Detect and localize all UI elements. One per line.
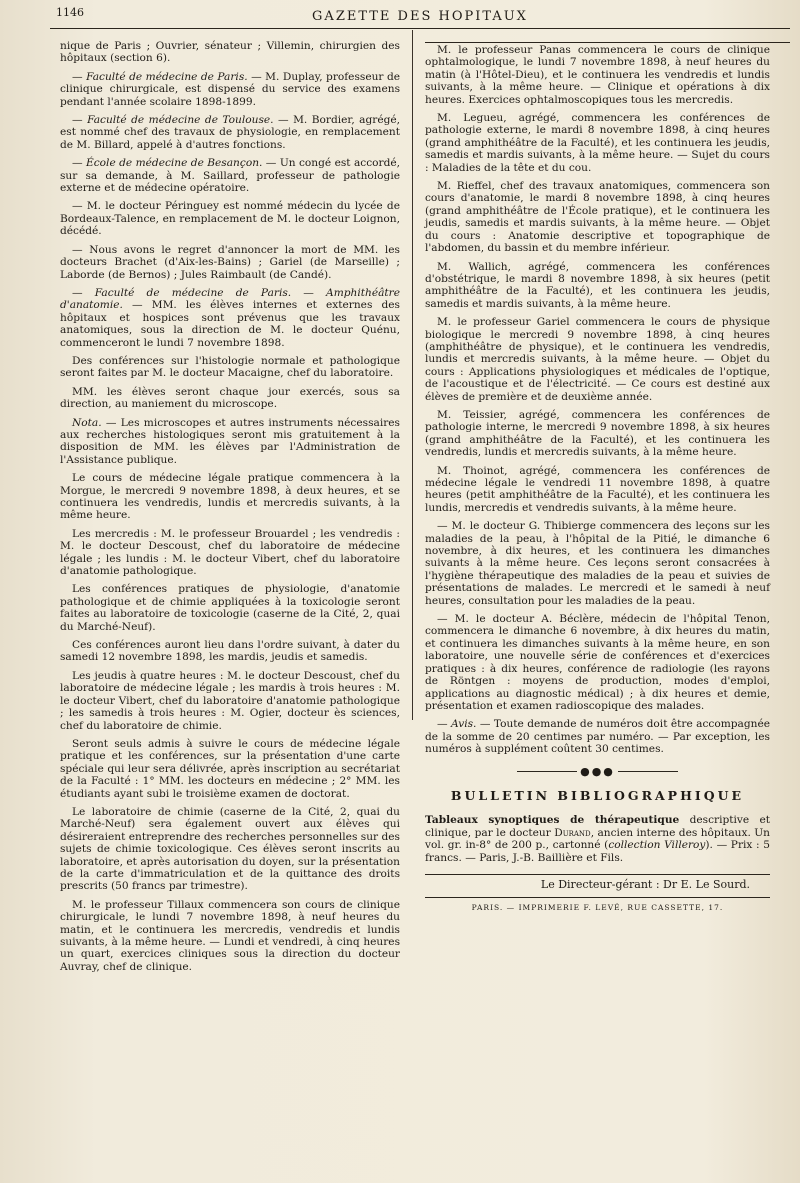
paragraph: Les conférences pratiques de physiologie, d'anatomie pathologique et de chimie appliquées à la toxicologie seront faites au laboratoire de toxicologie (caserne de la Cité, 2, quai du Marché-Neuf). [60,583,400,633]
text: , ancien interne des hôpitaux. Un vol. gr. in-8° de 200 p., cartonné ( [425,826,770,852]
paragraph: Seront seuls admis à suivre le cours de médecine légale pratique et les conférences, sur la présentation d'une carte spéciale qui leur sera délivrée, après inscription au secrétariat de la Faculté : 1° MM. les docteurs en médecine ; 2° MM. les étudiants ayant subi le troisième examen de doctorat. [60,737,400,800]
paragraph: M. le professeur Tillaux commencera son cours de clinique chirurgicale, le lundi 7 novembre 1898, à neuf heures du matin, et le continuera les mercredis, vendredis et lundis suivants, à la même heure. — Lundi et vendredi, à cinq heures un quart, exercices cliniques sous la direction du docteur Auvray, chef de clinique. [60,898,400,973]
imprint: PARIS. — IMPRIMERIE F. LEVÉ, RUE CASSETTE, 17. [425,897,770,914]
notice-label: Avis. [451,718,477,731]
paragraph: nique de Paris ; Ouvrier, sénateur ; Villemin, chirurgien des hôpitaux (section 6). [60,40,400,65]
page-number: 1146 [56,6,84,19]
paragraph: M. Thoinot, agrégé, commencera les conférences de médecine légale le vendredi 11 novembre 1898, à quatre heures (petit amphithéâtre de la Faculté), et les continuera les lundis, mercredis et vendredis suivants, à la même heure. [425,464,770,514]
book-collection: collection Villeroy [608,839,706,852]
paragraph [60,287,400,349]
paragraph [60,114,400,151]
text: — Toute demande de numéros doit être accompagnée de la somme de 20 centimes par numéro. — Par exception, les numéros à supplément coûtent 30 centimes. [425,718,770,756]
ornament-divider: ●●● [425,766,770,778]
text: — Un congé est accordé, sur sa demande, à M. Saillard, professeur de pathologie externe et de médecine opératoire. [60,157,400,195]
note-label: Nota. [72,416,102,429]
paragraph: — M. le docteur Péringuey est nommé médecin du lycée de Bordeaux-Talence, en remplacement de M. le docteur Loignon, décédé. [60,200,400,238]
section-heading: Faculté de médecine de Paris. — Amphithéâtre d'anatomie. [60,286,400,312]
paragraph: Les jeudis à quatre heures : M. le docteur Descoust, chef du laboratoire de médecine légale ; les mardis à trois heures : M. le docteur Vibert, chef du laboratoire d'anatomie pathologique ; les samedis à trois heures : M. Ogier, docteur ès sciences, chef du laboratoire de chimie. [60,669,400,732]
running-title: GAZETTE DES HOPITAUX [312,9,528,24]
left-column [60,40,400,973]
paragraph: — M. le docteur A. Béclère, médecin de l'hôpital Tenon, commencera le dimanche 6 novembre, à dix heures du matin, et continuera les dimanches suivants à la même heure, en son laboratoire, une nouvelle série de conférences et d'exercices pratiques : à dix heures, conférence de radiologie (les rayons de Röntgen : moyens de production, modes d'emploi, applications au diagnostic médical) ; à dix heures et demie, présentation et examen radioscopique des malades. [425,613,770,712]
paragraph: Ces conférences auront lieu dans l'ordre suivant, à dater du samedi 12 novembre 1898, les mardis, jeudis et samedis. [60,639,400,664]
paragraph: M. Rieffel, chef des travaux anatomiques, commencera son cours d'anatomie, le mardi 8 novembre 1898, à cinq heures (grand amphithéâtre de l'École pratique), et le continuera les jeudis, samedis et mardis suivants, à la même heure. — Objet du cours : Anatomie descriptive et topographique de l'abdomen, du bassin et du membre inférieur. [425,180,770,255]
signature: Le Directeur-gérant : Dr E. Le Sourd. [425,874,770,891]
paragraph: Des conférences sur l'histologie normale et pathologique seront faites par M. le docteur Macaigne, chef du laboratoire. [60,354,400,380]
text: — [72,70,87,83]
paragraph: — M. le docteur G. Thibierge commencera des leçons sur les maladies de la peau, à l'hôpital de la Pitié, le dimanche 6 novembre, à dix heures, et les continuera les dimanches suivants à la même heure. Ces leçons seront consacrées à l'hygiène thérapeutique des maladies de la peau et suivies de présentations de malades. Le mercredi et le samedi à neuf heures, consultation pour les maladies de la peau. [425,520,770,607]
text: — M. Duplay, professeur de clinique chirurgicale, est dispensé du service des examens pendant l'année scolaire 1898-1899. [60,70,400,108]
column-divider [412,30,413,720]
section-heading: Faculté de médecine de Paris. [86,70,248,83]
text: — M. Bordier, agrégé, est nommé chef des travaux de physiologie, en remplacement de M. Billard, appelé à d'autres fonctions. [60,114,401,151]
text: ). — Prix : 5 francs. — Paris, J.-B. Baillière et Fils. [425,839,770,864]
paragraph: Le laboratoire de chimie (caserne de la Cité, 2, quai du Marché-Neuf) sera également ouvert aux élèves qui désireraient entreprendre des recherches personnelles sur des sujets de chimie toxicologique. Ces élèves seront inscrits au laboratoire, et après autorisation du doyen, sur la présentation de la carte d'immatriculation et de la quittance des droits prescrits (50 francs par trimestre). [60,805,400,893]
paragraph: Les mercredis : M. le professeur Brouardel ; les vendredis : M. le docteur Descoust, chef du laboratoire de médecine légale ; les lundis : M. le docteur Vibert, chef du laboratoire d'anatomie pathologique. [60,527,400,578]
bulletin-title: BULLETIN BIBLIOGRAPHIQUE [450,787,745,803]
text: — [72,286,95,299]
paragraph: M. le professeur Panas commencera le cours de clinique ophtalmologique, le lundi 7 novembre 1898, à neuf heures du matin (à l'Hôtel-Dieu), et le continuera les vendredis et lundis suivants, à la même heure. — Clinique et opérations à dix heures. Exercices ophtalmoscopiques tous les mercredis. [425,44,770,106]
book-author: Durand [554,826,591,839]
book-title: Tableaux synoptiques de thérapeutique [425,814,680,827]
section-heading: École de médecine de Besançon. [86,157,263,170]
right-column [425,44,770,915]
paragraph: Le cours de médecine légale pratique commencera à la Morgue, le mercredi 9 novembre 1898, à deux heures, et se continuera les vendredis, lundis et mercredis suivants, à la même heure. [60,472,400,522]
paragraph [60,71,400,108]
text: descriptive et clinique, par le docteur [425,814,770,839]
section-heading: Faculté de médecine de Toulouse. [87,114,274,127]
text: — [72,157,87,170]
text: — [72,114,88,127]
paragraph: M. Legueu, agrégé, commencera les conférences de pathologie externe, le mardi 8 novembre 1898, à cinq heures (grand amphithéâtre de la Faculté), et les continuera les jeudis, samedis et mardis suivants, à la même heure. — Sujet du cours : Maladies de la tête et du cou. [425,112,770,174]
paragraph: M. Wallich, agrégé, commencera les conférences d'obstétrique, le mardi 8 novembre 1898, à six heures (petit amphithéâtre de la Faculté), et les continuera les jeudis, samedis et mardis suivants, à la même heure. [425,260,770,310]
paragraph: M. le professeur Gariel commencera le cours de physique biologique le mercredi 9 novembre 1898, à cinq heures (amphithéâtre de physique), et le continuera les vendredis, lundis et mercredis suivants, à la même heure. — Objet du cours : Applications physiologiques et médicales de l'optique, de l'acoustique et de l'électricité. — Ce cours est destiné aux élèves de première et de deuxième année. [425,316,770,403]
paragraph: M. Teissier, agrégé, commencera les conférences de pathologie interne, le mercredi 9 novembre 1898, à six heures (grand amphithéâtre de la Faculté), et les continuera les vendredis, lundis et mercredis suivants, à la même heure. [425,408,770,459]
page-header [50,2,790,29]
paragraph [60,417,400,467]
paragraph: MM. les élèves seront chaque jour exercés, sous sa direction, au maniement du microscope. [60,385,400,411]
paragraph [60,157,400,194]
paragraph [425,718,770,755]
column-top-rule [425,42,790,43]
bulletin-entry [425,814,770,864]
text: — Les microscopes et autres instruments nécessaires aux recherches histologiques seront mis gratuitement à la disposition de MM. les élèves par l'Administration de l'Assistance publique. [60,416,400,466]
paragraph: — Nous avons le regret d'annoncer la mort de MM. les docteurs Brachet (d'Aix-les-Bains) ; Gariel (de Marseille) ; Laborde (de Bernos) ; Jules Raimbault (de Candé). [60,243,400,281]
text: — MM. les élèves internes et externes des hôpitaux et hospices sont prévenus que les travaux anatomiques, sous la direction de M. le docteur Quénu, commenceront le lundi 7 novembre 1898. [60,299,400,349]
text: — [437,718,452,731]
